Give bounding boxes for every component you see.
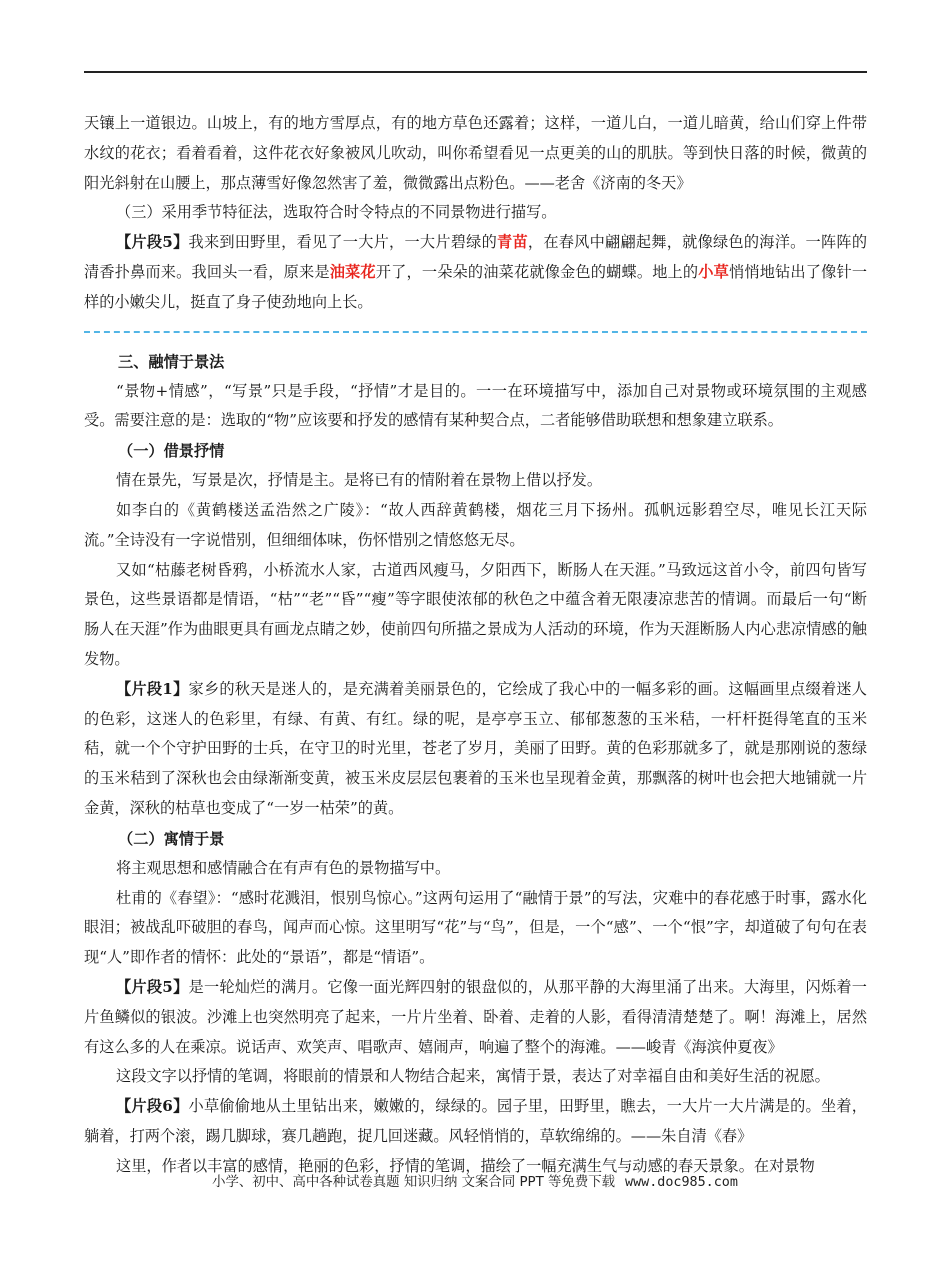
fragment-text: 是一轮灿烂的满月。它像一面光辉四射的银盘似的，从那平静的大海里涌了出来。大海里，闪烁着一片鱼鳞似的银波。沙滩上也突然明亮了起来，一片片坐着、卧着、走着的人影，看得清清楚楚了。啊！海滩上，居然有这么多的人在乘凉。说话声、欢笑声、唱歌声、嬉闹声，响遍了整个的海滩。——峻青《海滨仲夏夜》 (84, 977, 867, 1056)
fragment-text: 家乡的秋天是迷人的，是充满着美丽景色的，它绘成了我心中的一幅多彩的画。这幅画里点缀着迷人的色彩，这迷人的色彩里，有绿、有黄、有红。绿的呢，是亭亭玉立、郁郁葱葱的玉米秸，一杆杆挺得笔直的玉米秸，就一个个守护田野的士兵，在守卫的时光里，苍老了岁月，美丽了田野。黄的色彩那就多了，就是那刚说的葱绿的玉米秸到了深秋也会由绿渐渐变黄，被玉米皮层层包裹着的玉米也呈现着金黄，那飘落的树叶也会把大地铺就一片金黄，深秋的枯草也变成了“一岁一枯荣”的黄。 (84, 679, 867, 817)
fragment-1-paragraph (84, 675, 867, 824)
subheading-emotion-in-scene: （二）寓情于景 (118, 829, 225, 848)
fragment-text: 我来到田野里，看见了一大片，一大片碧绿的 (188, 233, 498, 252)
footer-text: 小学、初中、高中各种试卷真题 知识归纳 文案合同 PPT 等免费下载 (212, 1175, 616, 1190)
fragment-tag: 【片段5】 (116, 977, 189, 996)
fragment-5-paragraph (84, 228, 867, 317)
highlight-word: 油菜花 (329, 262, 376, 281)
fragment-tag: 【片段1】 (116, 679, 189, 698)
fragment-tag: 【片段5】 (116, 233, 189, 252)
dashed-separator (84, 331, 867, 333)
analysis-paragraph: 这段文字以抒情的笔调，将眼前的情景和人物结合起来，寓情于景，表达了对幸福自由和美好生活的祝愿。 (116, 1067, 830, 1086)
footer-site-link[interactable]: www.doc985.com (625, 1175, 738, 1190)
method-paragraph: （三）采用季节特征法，选取符合时令特点的不同景物进行描写。 (116, 203, 557, 222)
subheading-borrow-scene: （一）借景抒情 (118, 442, 225, 461)
intro-paragraph: “景物+情感”，“写景”只是手段，“抒情”才是目的。一一在环境描写中，添加自己对景物或环境氛围的主观感受。需要注意的是：选取的“物”应该要和抒发的感情有某种契合点，二者能够借助联想和想象建立联系。 (84, 381, 867, 430)
fragment-5b-paragraph (84, 973, 867, 1062)
fragment-text: 小草偷偷地从土里钻出来，嫩嫩的，绿绿的。园子里，田野里，瞧去，一大片一大片满是的。坐着，躺着，打两个滚，踢几脚球，赛几趟跑，捉几回迷藏。风轻悄悄的，草软绵绵的。——朱自清《春》 (84, 1097, 867, 1145)
example-paragraph-li-bai: 如李白的《黄鹤楼送孟浩然之广陵》：“故人西辞黄鹤楼，烟花三月下扬州。孤帆远影碧空尽，唯见长江天际流。”全诗没有一字说惜别，但细细体味，伤怀惜别之情悠悠无尽。 (84, 500, 867, 549)
fragment-6-paragraph (84, 1092, 867, 1152)
fragment-text: 开了，一朵朵的油菜花就像金色的蝴蝶。地上的 (375, 262, 699, 281)
analysis-paragraph-cut: 这里，作者以丰富的感情，艳丽的色彩，抒情的笔调，描绘了一幅充满生气与动感的春天景象。在对景物 (116, 1156, 815, 1175)
highlight-word: 小草 (698, 262, 729, 281)
definition-paragraph: 将主观思想和感情融合在有声有色的景物描写中。 (116, 858, 451, 877)
section-heading: 三、融情于景法 (118, 352, 225, 371)
highlight-word: 青苗 (497, 233, 528, 252)
quote-paragraph: 天镶上一道银边。山坡上，有的地方雪厚点，有的地方草色还露着；这样，一道儿白，一道儿暗黄，给山们穿上件带水纹的花衣；看着看着，这件花衣好象被风儿吹动，叫你希望看见一点更美的山的肌肤。等到快日落的时候，微黄的阳光斜射在山腰上，那点薄雪好像忽然害了羞，微微露出点粉色。——老舍《济南的冬天》 (84, 114, 867, 192)
example-paragraph-du-fu: 杜甫的《春望》：“感时花溅泪，恨别鸟惊心。”这两句运用了“融情于景”的写法，灾难中的春花感于时事，露水化眼泪；被战乱吓破胆的春鸟，闻声而心惊。这里明写“花”与“鸟”，但是，一个“感”、一个“恨”字，却道破了句句在表现“人”即作者的情怀：此处的“景语”，都是“情语”。 (84, 888, 867, 967)
fragment-tag: 【片段6】 (116, 1097, 189, 1116)
page-footer (0, 1173, 950, 1193)
fragment-text: 悄悄地钻出了像针一样的小嫩尖儿，挺直了身子使劲地向上长。 (84, 262, 868, 311)
header-rule (84, 71, 867, 73)
definition-paragraph: 情在景先，写景是次，抒情是主。是将已有的情附着在景物上借以抒发。 (116, 471, 602, 490)
example-paragraph-ma-zhiyuan: 又如“枯藤老树昏鸦，小桥流水人家，古道西风瘦马，夕阳西下，断肠人在天涯。”马致远这首小令，前四句皆写景色，这些景语都是情语，“枯”“老”“昏”“瘦”等字眼使浓郁的秋色之中蕴含着无限凄凉悲苦的情调。而最后一句“断肠人在天涯”作为曲眼更具有画龙点睛之妙，使前四句所描之景成为人活动的环境，作为天涯断肠人内心悲凉情感的触发物。 (84, 560, 867, 668)
document-body (84, 109, 867, 1182)
fragment-text: ，在春风中翩翩起舞，就像绿色的海洋。一阵阵的清香扑鼻而来。我回头一看，原来是 (84, 233, 868, 281)
